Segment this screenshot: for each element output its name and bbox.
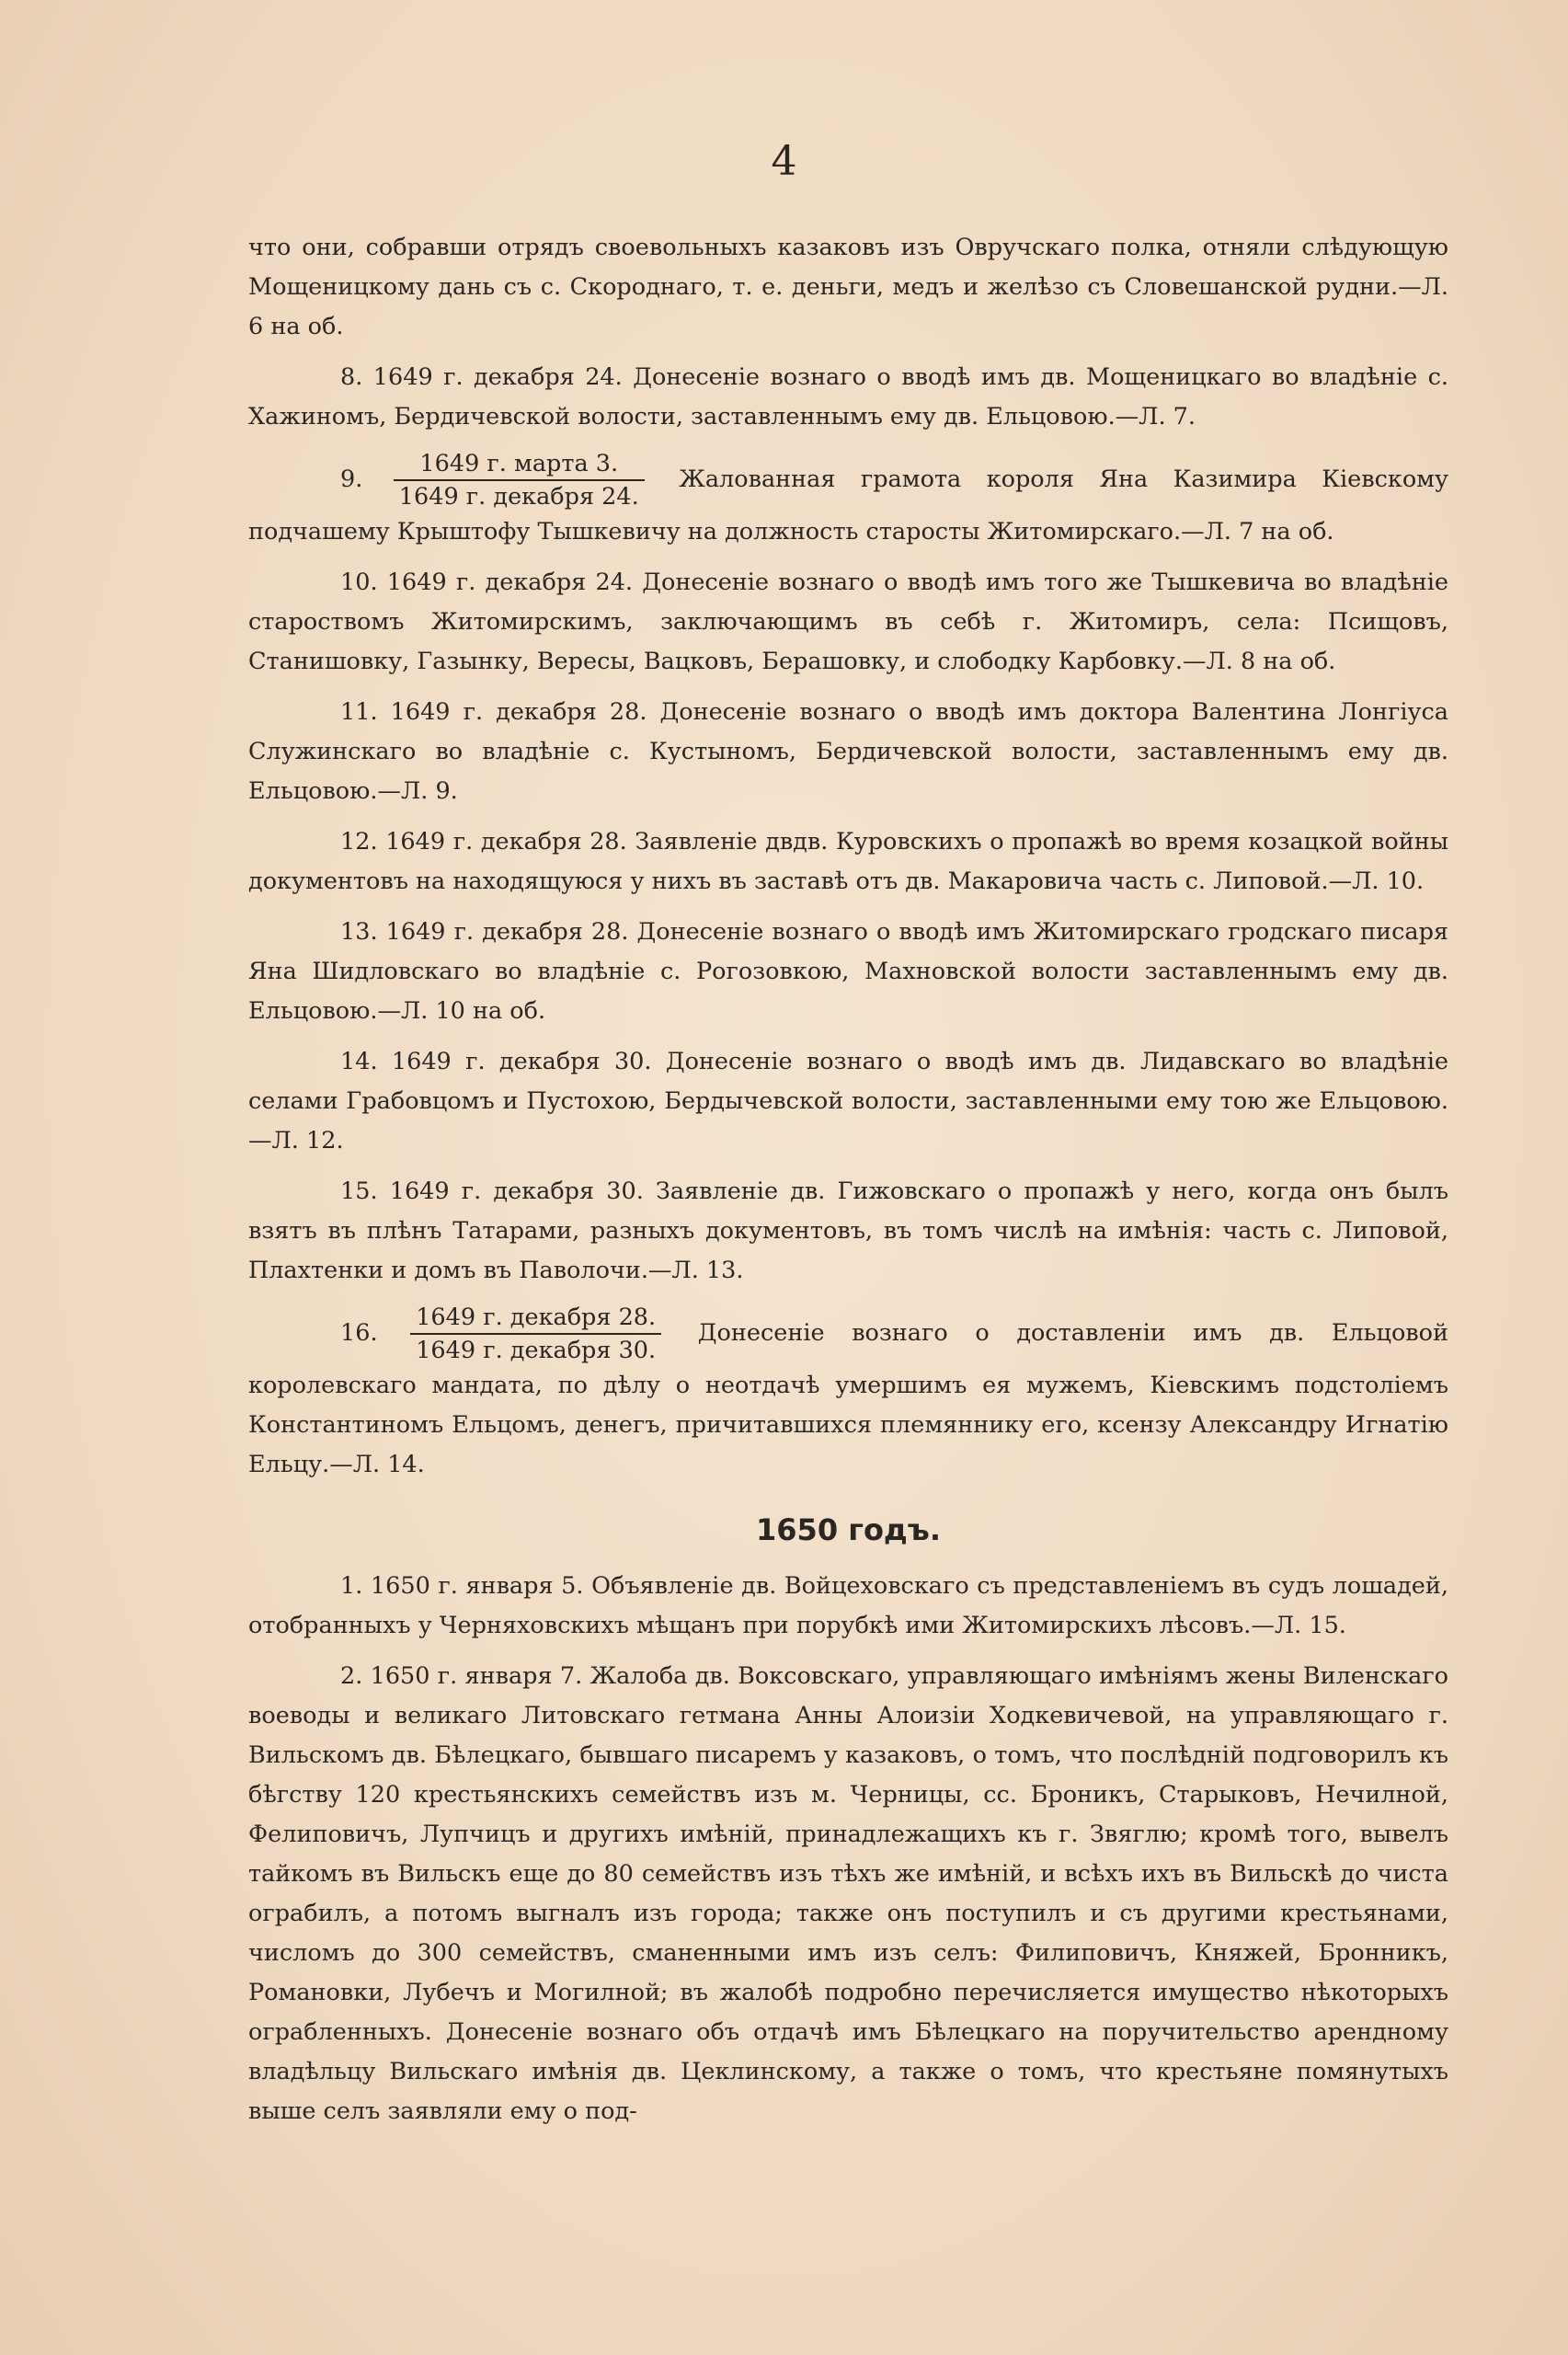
entry-1649-11: 11. 1649 г. декабря 28. Донесеніе вознаго о вводѣ имъ доктора Валентина Лонгіуса Служинскаго во владѣніе с. Кустыномъ, Бердичевской волости, заставленнымъ ему дв. Ельцовою.—Л. 9.: [248, 698, 1448, 805]
entry-1649-15: 15. 1649 г. декабря 30. Заявленіе дв. Гижовскаго о пропажѣ у него, когда онъ былъ взятъ въ плѣнъ Татарами, разныхъ документовъ, въ томъ числѣ на имѣнія: часть с. Липовой, Плахтенки и домъ въ Паволочи.—Л. 13.: [248, 1178, 1448, 1284]
entry-text: Донесеніе вознаго о доставленіи имъ дв. Ельцовой королевскаго мандата, по дѣлу о неотдачѣ умершимъ ея мужемъ, Кіевскимъ подстоліемъ Константиномъ Ельцомъ, денегъ, причитавшихся племяннику его, ксензу Александру Игнатію Ельцу.—Л. 14.: [248, 1319, 1449, 1478]
entry-1649-13: 13. 1649 г. декабря 28. Донесеніе вознаго о вводѣ имъ Житомирскаго гродскаго писаря Яна Шидловскаго во владѣніе с. Рогозовкою, Махновской волости заставленнымъ ему дв. Ельцовою.—Л. 10 на об.: [248, 918, 1448, 1025]
entry-1649-10: 10. 1649 г. декабря 24. Донесеніе вознаго о вводѣ имъ того же Тышкевича во владѣніе староствомъ Житомирскимъ, заключающимъ въ себѣ г. Житомиръ, села: Псищовъ, Станишовку, Газынку, Вересы, Вацковъ, Берашовку, и слободку Карбовку.—Л. 8 на об.: [248, 569, 1448, 675]
date-fraction-top: 1649 г. марта 3.: [394, 448, 645, 481]
document-body: [248, 228, 1448, 2142]
entry-1649-9: [248, 448, 1448, 552]
date-fraction-top: 1649 г. декабря 28.: [410, 1302, 661, 1335]
date-fraction-bottom: 1649 г. декабря 30.: [416, 1337, 657, 1364]
date-fraction: [394, 448, 645, 512]
date-fraction: [410, 1302, 661, 1366]
entry-1649-14: 14. 1649 г. декабря 30. Донесеніе вознаго о вводѣ имъ дв. Лидавскаго во владѣніе селами Грабовцомъ и Пустохою, Бердычевской волости, заставленными ему тою же Ельцовою.—Л. 12.: [248, 1048, 1448, 1155]
entry-number: 9.: [340, 465, 363, 493]
entry-1650-2: 2. 1650 г. января 7. Жалоба дв. Воксовскаго, управляющаго имѣніямъ жены Виленскаго воеводы и великаго Литовскаго гетмана Анны Алоизіи Ходкевичевой, на управляющаго г. Вильскомъ дв. Бѣлецкаго, бывшаго писаремъ у казаковъ, о томъ, что послѣдній подговорилъ къ бѣгству 120 крестьянскихъ семействъ изъ м. Черницы, сс. Броникъ, Старыковъ, Нечилной, Фелиповичъ, Лупчицъ и другихъ имѣній, принадлежащихъ къ г. Звяглю; кромѣ того, вывелъ тайкомъ въ Вильскъ еще до 80 семействъ изъ тѣхъ же имѣній, и всѣхъ ихъ въ Вильскѣ до чиста ограбилъ, а потомъ выгналъ изъ города; также онъ поступилъ и съ другими крестьянами, числомъ до 300 семействъ, сманенными имъ изъ селъ: Филиповичъ, Княжей, Бронникъ, Романовки, Лубечъ и Могилной; въ жалобѣ подробно перечисляется имущество нѣкоторыхъ ограбленныхъ. Донесеніе вознаго объ отдачѣ имъ Бѣлецкаго на поручительство арендному владѣльцу Вильскаго имѣнія дв. Цеклинскому, а также о томъ, что крестьяне помянутыхъ выше селъ заявляли ему о под-: [248, 1662, 1448, 2125]
entry-number: 16.: [340, 1319, 378, 1347]
entry-1650-1: 1. 1650 г. января 5. Объявленіе дв. Войцеховскаго съ представленіемъ въ судъ лошадей, отобранныхъ у Черняховскихъ мѣщанъ при порубкѣ ими Житомирскихъ лѣсовъ.—Л. 15.: [248, 1572, 1448, 1639]
entry-1649-8: 8. 1649 г. декабря 24. Донесеніе вознаго о вводѣ имъ дв. Мощеницкаго во владѣніе с. Хажиномъ, Бердичевской волости, заставленнымъ ему дв. Ельцовою.—Л. 7.: [248, 363, 1448, 431]
entry-1649-12: 12. 1649 г. декабря 28. Заявленіе двдв. Куровскихъ о пропажѣ во время козацкой войны документовъ на находящуюся у нихъ въ заставѣ отъ дв. Макаровича часть с. Липовой.—Л. 10.: [248, 828, 1448, 895]
continued-paragraph: что они, собравши отрядъ своевольныхъ казаковъ изъ Овручскаго полка, отняли слѣдующую Мощеницкому дань съ с. Скороднаго, т. е. деньги, медъ и желѣзо съ Словешанской рудни.—Л. 6 на об.: [248, 234, 1448, 340]
year-heading-1650: 1650 годъ.: [756, 1512, 941, 1547]
entry-text: Жалованная грамота короля Яна Казимира Кіевскому подчашему Крыштофу Тышкевичу на должность старосты Житомирскаго.—Л. 7 на об.: [248, 465, 1449, 546]
page-number: 4: [771, 138, 797, 185]
date-fraction-bottom: 1649 г. декабря 24.: [398, 483, 639, 511]
entry-1649-16: [248, 1302, 1448, 1485]
